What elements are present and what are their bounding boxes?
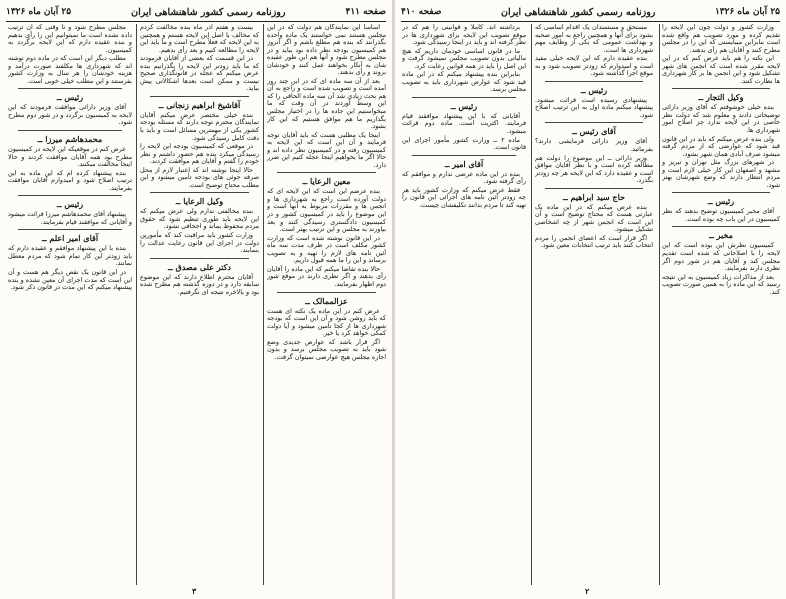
right-page-date: ۲۵ آبان ماه ۱۳۲۶ xyxy=(714,7,780,17)
speech-paragraph: ماده ۲ ــ وزارت کشور مأمور اجرای این قانون است. xyxy=(402,135,526,152)
speech-paragraph: ولی بنده عرض میکنم که باید در این قانون قید شود که عوارضی که از مردم گرفته میشود صرف آبادی همان شهر بشود. xyxy=(662,134,780,158)
speech-paragraph: بنده مخالفتی ندارم ولی عرض میکنم که این لایحه باید طوری تنظیم شود که حقوق مردم محفوظ بماند و اجحافی نشود. xyxy=(140,207,259,231)
speech-paragraph: در این قانون نوشته شده است که وزارت کشور مکلف است در ظرف مدت سه ماه آئین نامه های لازم را تهیه و به تصویب برساند و این را ما همه قبول داریم. xyxy=(267,233,386,265)
section-separator xyxy=(672,192,770,193)
left-page-date: ۲۵ آبان ماه ۱۳۲۶ xyxy=(6,7,72,17)
speech-paragraph: فقط عرض میکنم که وزارت کشور باید هر چه زودتر آئین نامه های اجرائی این قانون را تهیه کند تا مردم بدانند تکلیفشان چیست. xyxy=(402,185,526,209)
speech-paragraph: بنده خیلی خوشوقتم که آقای وزیر دارائی توضیحاتی دادند و معلوم شد که دولت نظر خاصی در این لایحه ندارد جز اصلاح امور شهرداری ها. xyxy=(662,103,780,135)
speech-paragraph: بنده در این ماده عرضی ندارم و موافقم که رأی گرفته شود. xyxy=(402,169,526,186)
speech-paragraph: بنده با این پیشنهاد موافقم و عقیده دارم که باید زودتر این کار تمام شود که مردم معطل نمانند. xyxy=(8,244,132,268)
speech-paragraph: در شهرهای بزرگ مثل تهران و تبریز و مشهد و اصفهان این کار خیلی لازم است و مردم انتظار دارند که وضع شهرشان بهتر شود. xyxy=(662,158,780,189)
right-page xyxy=(395,0,786,599)
speech-paragraph: آقای وزیر دارائی موافقت فرمودند که این لایحه به کمیسیون برگردد و در شور دوم مطرح شود. xyxy=(8,103,132,127)
section-separator xyxy=(672,88,770,89)
left-page-footer-number: ۳ xyxy=(192,586,197,596)
right-page-header xyxy=(401,4,780,20)
speaker-heading: عزالممالک ــ xyxy=(305,295,348,306)
section-separator xyxy=(18,195,122,196)
left-header-rule xyxy=(6,21,386,22)
section-separator xyxy=(150,96,249,97)
speech-paragraph: عرض کنم در این ماده یک نکته ای هست که باید روشن شود و آن این است که بودجه شهرداری ها از کجا تأمین میشود و آیا دولت کمکی خواهد کرد یا خیر. xyxy=(267,306,386,338)
section-separator xyxy=(150,192,249,193)
section-separator xyxy=(18,229,122,230)
left-column-divider xyxy=(136,24,137,585)
left-page-title: روزنامه رسمی کشور شاهنشاهی ایران xyxy=(131,6,286,18)
section-separator xyxy=(18,88,122,89)
article-paragraph: مجلس مطرح شود و تا وقتی که آن ترتیب داده نشده است ما نمیتوانیم این را رأی بدهیم و بنده عقیده دارم که این لایحه برگردد به کمیسیون. xyxy=(8,24,132,54)
speech-paragraph: آقایانی که با این پیشنهاد موافقند قیام فرمایند. اکثریت است. ماده دوم قرائت میشود. xyxy=(402,111,526,136)
section-separator xyxy=(545,188,643,189)
section-separator xyxy=(277,292,376,293)
speech-paragraph: در این قانون یک نقص دیگر هم هست و آن این است که مدت اجرای آن معین نشده و بنده پیشنهاد میکنم که این مدت در قانون ذکر شود. xyxy=(8,268,132,292)
speech-paragraph: آقای مخبر کمیسیون توضیح بدهند که نظر کمیسیون در این باب چه بوده است. xyxy=(662,207,780,223)
right-column-3 xyxy=(402,24,526,585)
speaker-heading: مخبر ــ xyxy=(709,230,733,241)
article-paragraph: این نکته را هم باید عرض کنم که در این لایحه مقرر شده است که انجمن های شهر تشکیل شود و این انجمن ها بر کار شهرداری ها نظارت کنند. xyxy=(662,54,780,85)
article-paragraph: وزارت کشور و دولت چون این لایحه را تقدیم کرده و مورد تصویب هم واقع شده است بنابراین میبایستی که این را در مجلس مطرح کنند و آقایان هم رأی بدهند. xyxy=(662,24,780,54)
speech-paragraph: حالا بنده تقاضا میکنم که این ماده را آقایان رأی بدهند و اگر نظری دارند در موقع شور دوم اظهار بفرمایند. xyxy=(267,264,386,288)
right-page-number: صفحه ۴۱۰ xyxy=(401,7,442,17)
article-paragraph: اینجا یک مطلبی هست که باید آقایان توجه فرمایند و آن این است که این لایحه به کمیسیون رفته و در کمیسیون نظر داده اند و حالا اگر ما بخواهیم اینجا عجله کنیم این ضرر دارد. xyxy=(267,130,386,169)
left-page-number: صفحه ۴۱۱ xyxy=(345,7,386,17)
article-paragraph: بنده عقیده دارم که این لایحه خیلی مفید است و امیدوارم که زودتر تصویب شود و به موقع اجرا گذاشته شود. xyxy=(535,54,653,78)
speaker-heading: آقای امیر اعلم ــ xyxy=(41,233,99,244)
speaker-heading: معین الرعایا ــ xyxy=(302,176,351,187)
right-column-divider xyxy=(659,24,660,585)
speaker-heading: آقای رئیس ــ xyxy=(572,126,616,137)
speech-paragraph: اگر قرار است که اعضای انجمن را مردم انتخاب کنند باید ترتیب انتخابات معین شود. xyxy=(535,233,653,250)
speaker-heading: رئیس ــ xyxy=(56,199,84,210)
speech-paragraph: اگر قرار باشد که عوارض جدیدی وضع شود باید به تصویب مجلس برسد و بدون اجازه مجلس هیچ عوارضی نمیتوان گرفت. xyxy=(267,337,386,361)
section-separator xyxy=(545,81,643,82)
right-page-footer-number: ۲ xyxy=(585,586,590,596)
right-column-1 xyxy=(662,24,780,585)
article-paragraph: اساساً این نمایندگان هم دولت که در این مجلس هستند نمی خواستند یک ماده واحده بگذرانند که بنده هم مطلع باشم و اگر آنروز هم کمیسیون بودجه نظر داده بود بیاید و در مجلس مطرح شود و آنها هم این طور عقیده شان به آنکار بخواهند عمل کنند و خودشان بروند و رأی بدهند. xyxy=(267,24,386,77)
left-column-3 xyxy=(8,24,132,585)
speech-paragraph: آقای وزیر دارائی فرمایشی دارند؟ بفرمائید. xyxy=(535,137,653,154)
left-column-1 xyxy=(267,24,386,585)
speaker-heading: آقاشیخ ابراهیم زنجانی ــ xyxy=(158,99,241,110)
speech-paragraph: بنده عرض میکنم که در این ماده یک عبارتی هست که محتاج توضیح است و آن این است که انجمن شهر از چه اشخاصی تشکیل میشود. xyxy=(535,202,653,234)
section-separator xyxy=(545,122,643,123)
article-paragraph: در این قسمت که بعضی از آقایان فرمودند که ما باید زودتر این لایحه را بگذرانیم بنده عرض میکنم که عجله در قانونگذاری صحیح نیست و ممکن است بعدها اشکالاتی پیش بیاید. xyxy=(140,54,259,93)
left-column-divider xyxy=(263,24,264,585)
speech-paragraph: وزارت کشور باید مراقبت کند که مأمورین دولت در اجرای این قانون رعایت عدالت را بنمایند. xyxy=(140,231,259,255)
speech-paragraph: پیشنهاد آقای محمدهاشم میرزا قرائت میشود و آقایانی که موافقند قیام بفرمایند. xyxy=(8,210,132,226)
speaker-heading: رئیس ــ xyxy=(580,84,608,95)
article-paragraph: ما در قانون اساسی خودمان داریم که هیچ مالیاتی بدون تصویب مجلس نمیشود گرفت و این اصل را باید در همه قوانین رعایت کرد. xyxy=(402,46,526,70)
section-separator xyxy=(150,258,249,259)
speech-paragraph: بعد از مذاکرات زیاد کمیسیون به این نتیجه رسید که این ماده را به همین صورت تصویب کند. xyxy=(662,272,780,296)
section-separator xyxy=(277,172,376,173)
section-separator xyxy=(412,97,516,98)
article-paragraph: مطلب دیگر این است که در ماده دوم نوشته اند که شهرداری ها مکلفند صورت درآمد و هزینه خودشان را هر سال به وزارت کشور بفرستند و این مطلب خیلی خوبی است. xyxy=(8,54,132,85)
left-column-2 xyxy=(140,24,259,585)
section-separator xyxy=(672,226,770,227)
right-column-divider xyxy=(531,24,532,585)
article-paragraph: برداشته اند. کاملاً و قوانینی را هم که در موقع تصویب این لایحه برای شهرداری ها در نظر گرفته اند و باید در اینجا رسیدگی شود. xyxy=(402,24,526,47)
speech-paragraph: بنده پیشنهاد کرده ام که این ماده به این ترتیب اصلاح شود و امیدوارم آقایان موافقت بفرمایند. xyxy=(8,168,132,192)
right-header-rule xyxy=(401,21,780,22)
speaker-heading: آقای امیر ــ xyxy=(444,158,484,169)
section-separator xyxy=(412,155,516,156)
right-column-2 xyxy=(535,24,653,585)
speaker-heading: رئیس ــ xyxy=(707,196,735,207)
speaker-heading: محمدهاشم میرزا ــ xyxy=(37,134,103,145)
article-paragraph: مستحق و مستمندان یک اقدام اساسی که بشود برای آنها و همچنین راجع به امور صحیه و بهداشت عمومی که یکی از وظایف مهم شهرداری ها است. xyxy=(535,24,653,54)
article-paragraph: بیست و هفتم آذر ماه بنده مخالفت کردم که مخالف با اصل این لایحه هستم و همچنین به این لایحه که فعلاً مطرح است و ما باید این لایحه را مطالعه کنیم و بعد رأی بدهیم. xyxy=(140,24,259,54)
article-paragraph: بنابراین بنده پیشنهاد میکنم که در این ماده قید شود که عوارض شهرداری باید به تصویب مجلس برسد. xyxy=(402,70,526,94)
speaker-heading: دکتر علی مصدق ــ xyxy=(168,261,231,272)
speech-paragraph: بنده عرضم این است که این لایحه ای که دولت آورده است راجع به شهرداری ها و انجمن ها و مقررات مربوط به آنها است و این موضوع را باید در کمیسیون کشور و در کمیسیون دادگستری رسیدگی کنند و بعد بیاورند به مجلس و این ترتیب بهتر است. xyxy=(267,187,386,234)
speaker-heading: حاج سید ابراهیم ــ xyxy=(563,191,625,202)
speaker-heading: وکیل التجار ــ xyxy=(698,92,744,103)
speech-paragraph: عرض کنم در موقعیکه این لایحه در کمیسیون مطرح بود همه آقایان موافقت کردند و حالا اینجا مخالفت میکنند. xyxy=(8,145,132,169)
speaker-heading: رئیس ــ xyxy=(450,100,478,111)
speech-paragraph: بنده خیلی مختصر عرض میکنم آقایان نمایندگان محترم توجه دارند که مسئله بودجه کشور یکی از مهمترین مسائل است و باید با دقت کامل رسیدگی شود. xyxy=(140,110,259,142)
speech-paragraph: آقایان محترم اطلاع دارند که این موضوع سابقه دارد و در دوره گذشته هم مطرح شده بود و بالاخره نتیجه ای نگرفتیم. xyxy=(140,272,259,296)
left-page-header xyxy=(6,4,386,20)
speech-paragraph: وزیر دارائی ــ این موضوع را دولت هم مطالعه کرده است و با نظر آقایان موافق است و عقیده دارد که این لایحه هر چه زودتر بگذرد. xyxy=(535,153,653,185)
speaker-heading: وکیل الرعایا ــ xyxy=(175,196,224,207)
speaker-heading: رئیس ــ xyxy=(56,92,84,103)
section-separator xyxy=(18,130,122,131)
speech-paragraph: کمیسیون نظرش این بوده است که این لایحه را با اصلاحاتی که شده است تقدیم مجلس کند و آقایان هم در شور دوم اگر نظری دارند بفرمایند. xyxy=(662,241,780,273)
article-paragraph: بعد از آن سه ماده ای که در این چند روز آمده است و تصویب شده است و راجع به آن هم بحث زیادی شد آن سه ماده الحاقی را که این وسط آوردند در آن وقت که ما میخواستیم این جاده ها را در اختیار مجلس بگذاریم ما هم موافق هستیم که این کار بشود. xyxy=(267,76,386,131)
speech-paragraph: پیشنهادی رسیده است قرائت میشود. پیشنهاد میکنم ماده اول به این ترتیب اصلاح شود. xyxy=(535,95,653,119)
speech-paragraph: حالا اینجا نوشته اند که اعتبار لازم از محل صرفه جوئی های بودجه تأمین میشود و این مطلب محتاج توضیح است. xyxy=(140,165,259,189)
speech-paragraph: در موقعی که کمیسیون بودجه این لایحه را رسیدگی میکرد بنده هم حضور داشتم و نظر خودم را گفتم و آقایان هم موافقت کردند. xyxy=(140,142,259,166)
right-page-title: روزنامه رسمی کشور شاهنشاهی ایران xyxy=(501,6,656,18)
